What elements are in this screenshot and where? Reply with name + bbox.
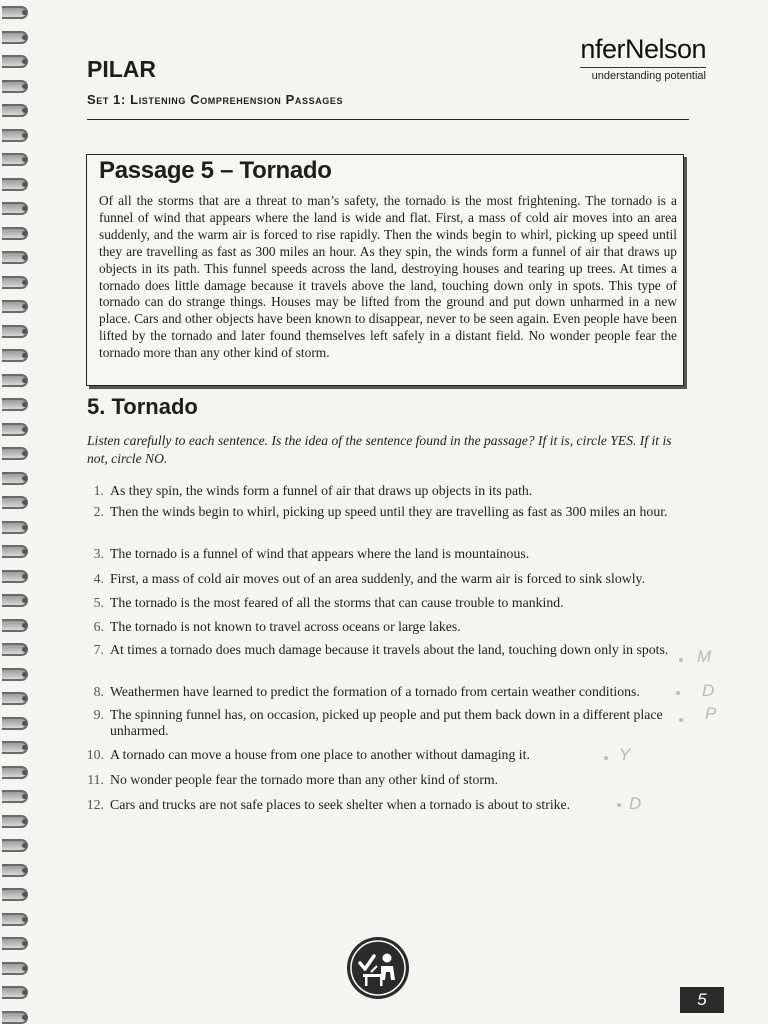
passage-text: Of all the storms that are a threat to man’s safety, the tornado is the most frightening. The tornado is a funnel of wind that appears where the land is wide and flat. First, a mass of cold air moves into an area suddenly, and the warm air is forced to rise rapidly. Then the winds begin to whirl, picking up speed until they are travelling as fast as 300 miles an hour. As they spin, the winds form a funnel of air that draws up objects in its path. This funnel speeds across the land, destroying houses and tearing up trees. At times a tornado does little damage because it travels above the land, touching down only in spots. This type of tornado can do strange things. Houses may be lifted from the ground and put down unharmed in a new place. Cars and other objects have been known to disappear, never to be seen again. Even people have been lifted by the tornado and later found themselves left safely in a distant field. No wonder people fear the tornado more than any other kind of storm.: [99, 193, 677, 361]
binding-hole: [22, 549, 27, 554]
question-number: 10.: [86, 747, 104, 762]
binding-hole: [22, 696, 27, 701]
binding-hole: [22, 770, 27, 775]
binding-hole: [22, 304, 27, 309]
passage-box: [86, 154, 684, 386]
binding-hole: [22, 402, 27, 407]
question-number: 7.: [93, 642, 104, 657]
binding-hole: [22, 647, 27, 652]
question-number: 6.: [93, 619, 104, 634]
pencil-dot: [617, 803, 621, 807]
binding-hole: [22, 59, 27, 64]
binding-hole: [22, 35, 27, 40]
pencil-mark-q12: D: [629, 794, 642, 813]
question-text: Then the winds begin to whirl, picking up speed until they are travelling as fast as 300 miles an hour.: [110, 504, 668, 519]
header-divider: [87, 119, 689, 120]
passage-heading: Passage 5 – Tornado: [99, 157, 332, 184]
binding-hole: [22, 843, 27, 848]
pencil-mark-q10: Y: [619, 745, 631, 764]
teacher-at-desk-icon: [346, 936, 410, 1000]
binding-hole: [22, 353, 27, 358]
binding-hole: [22, 819, 27, 824]
question-text: A tornado can move a house from one place to another without damaging it.: [110, 747, 530, 762]
brand-tagline: understanding potential: [591, 70, 706, 82]
set-title: Set 1: Listening Comprehension Passages: [87, 92, 344, 107]
question-number: 3.: [93, 546, 104, 561]
binding-hole: [22, 941, 27, 946]
question-number: 8.: [93, 684, 104, 699]
binding-hole: [22, 231, 27, 236]
binding-hole: [22, 868, 27, 873]
pencil-dot: [604, 756, 608, 760]
question-text: The tornado is the most feared of all the storms that can cause trouble to mankind.: [110, 595, 564, 610]
question-number: 11.: [87, 772, 104, 787]
binding-hole: [22, 10, 27, 15]
brand-name: nferNelson: [580, 34, 706, 64]
instructions: Listen carefully to each sentence. Is the idea of the sentence found in the passage? If it is, circle YES. If it is not, circle NO.: [87, 433, 672, 466]
question-text: The spinning funnel has, on occasion, picked up people and put them back down in a different place unharmed.: [110, 707, 663, 738]
question-text: The tornado is not known to travel across oceans or large lakes.: [110, 619, 461, 634]
binding-hole: [22, 157, 27, 162]
binding-hole: [22, 966, 27, 971]
question-text: The tornado is a funnel of wind that appears where the land is mountainous.: [110, 546, 530, 561]
binding-hole: [22, 329, 27, 334]
binding-hole: [22, 427, 27, 432]
binding-hole: [22, 598, 27, 603]
question-number: 2.: [93, 504, 104, 519]
binding-hole: [22, 476, 27, 481]
binding-hole: [22, 745, 27, 750]
publisher-logo: [580, 36, 706, 82]
binding-hole: [22, 794, 27, 799]
binding-hole: [22, 378, 27, 383]
question-number: 9.: [93, 707, 104, 722]
question-text: As they spin, the winds form a funnel of air that draws up objects in its path.: [110, 483, 533, 498]
binding-hole: [22, 990, 27, 995]
pencil-mark-q7: M: [697, 647, 712, 666]
binding-hole: [22, 1015, 27, 1020]
binding-hole: [22, 500, 27, 505]
questions-heading: 5. Tornado: [87, 394, 198, 419]
binding-hole: [22, 280, 27, 285]
binding-hole: [22, 917, 27, 922]
binding-hole: [22, 525, 27, 530]
binding-hole: [22, 451, 27, 456]
binding-hole: [22, 721, 27, 726]
question-number: 4.: [93, 571, 104, 586]
question-number: 12.: [86, 797, 104, 812]
pencil-dot: [679, 718, 683, 722]
pencil-dot: [676, 691, 680, 695]
binding-hole: [22, 108, 27, 113]
question-text: First, a mass of cold air moves out of an area suddenly, and the warm air is forced to sink slowly.: [110, 571, 646, 586]
question-text: No wonder people fear the tornado more than any other kind of storm.: [110, 772, 499, 787]
binding-hole: [22, 892, 27, 897]
series-title: PILAR: [87, 56, 156, 82]
binding-hole: [22, 672, 27, 677]
question-text: At times a tornado does much damage because it travels about the land, touching down only in spots.: [110, 642, 669, 657]
question-number: 1.: [93, 483, 104, 498]
binding-hole: [22, 574, 27, 579]
pencil-dot: [679, 658, 683, 662]
question-text: Weathermen have learned to predict the formation of a tornado from certain weather conditions.: [110, 684, 640, 699]
binding-hole: [22, 255, 27, 260]
page-number: 5: [680, 987, 724, 1013]
binding-hole: [22, 182, 27, 187]
binding-hole: [22, 623, 27, 628]
pencil-mark-q8: D: [702, 681, 715, 700]
spiral-binding: [0, 0, 34, 1024]
question-text: Cars and trucks are not safe places to seek shelter when a tornado is about to strike.: [110, 797, 571, 812]
pencil-mark-q9: P: [705, 704, 717, 723]
binding-hole: [22, 84, 27, 89]
question-number: 5.: [93, 595, 104, 610]
binding-hole: [22, 133, 27, 138]
brand-divider: [580, 67, 706, 68]
binding-hole: [22, 206, 27, 211]
